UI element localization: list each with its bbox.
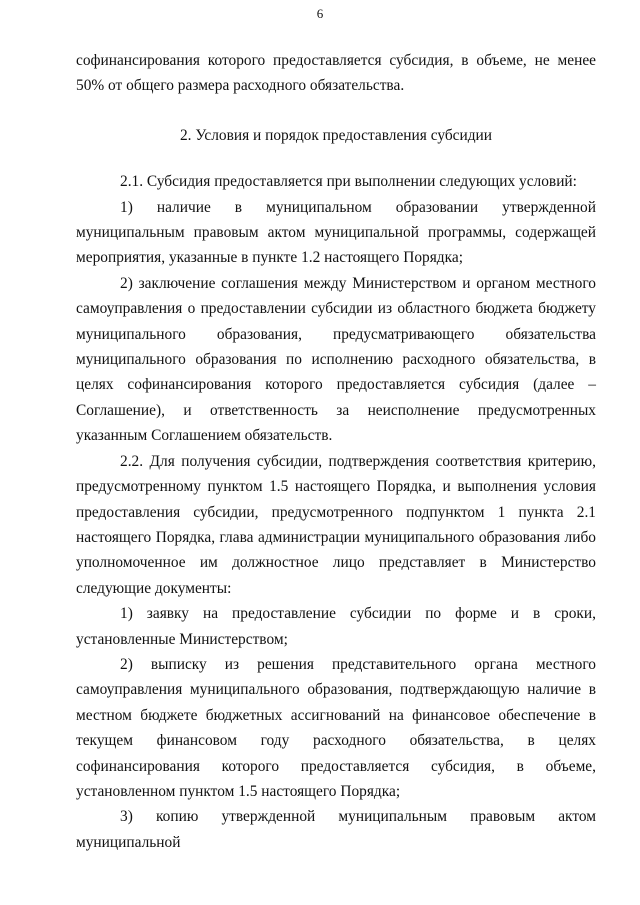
- paragraph-document-2: 2) выписку из решения представительного органа местного самоуправления муниципального образования, подтверждающую наличие в местном бюджете бюджетных ассигнований на финансовое обеспечение в текущем финансовом году расходного обязательства, в целях софинансирования которого предоставляется субсидия, в объеме, установленном пунктом 1.5 настоящего Порядка;: [76, 655, 596, 800]
- paragraph-2-2: 2.2. Для получения субсидии, подтверждения соответствия критерию, предусмотренному пунктом 1.5 настоящего Порядка, и выполнения условия предоставления субсидии, предусмотренного подпунктом 1 пункта 2.1 настоящего Порядка, глава администрации муниципального образования либо уполномоченное им должностное лицо представляет в Министерство следующие документы:: [76, 452, 596, 597]
- document-body: [76, 48, 596, 855]
- section-heading: 2. Условия и порядок предоставления субсидии: [179, 126, 493, 144]
- page-number: 6: [316, 6, 324, 21]
- paragraph-condition-2: 2) заключение соглашения между Министерством и органом местного самоуправления о предоставлении субсидии из областного бюджета бюджету муниципального образования, предусматривающего обязательства муниципального образования по исполнению расходного обязательства, в целях софинансирования которого предоставляется субсидия (далее – Соглашение), и ответственность за неисполнение предусмотренных указанным Соглашением обязательств.: [76, 274, 596, 445]
- paragraph-continuation: софинансирования которого предоставляется субсидия, в объеме, не менее 50% от общего размера расходного обязательства.: [76, 52, 596, 95]
- paragraph-document-1: 1) заявку на предоставление субсидии по форме и в сроки, установленные Министерством;: [76, 605, 596, 648]
- paragraph-document-3: 3) копию утвержденной муниципальным правовым актом муниципальной: [76, 808, 596, 851]
- paragraph-condition-1: 1) наличие в муниципальном образовании утвержденной муниципальным правовым актом муниципальной программы, содержащей мероприятия, указанные в пункте 1.2 настоящего Порядка;: [76, 198, 596, 267]
- paragraph-2-1: 2.1. Субсидия предоставляется при выполнении следующих условий:: [120, 173, 577, 191]
